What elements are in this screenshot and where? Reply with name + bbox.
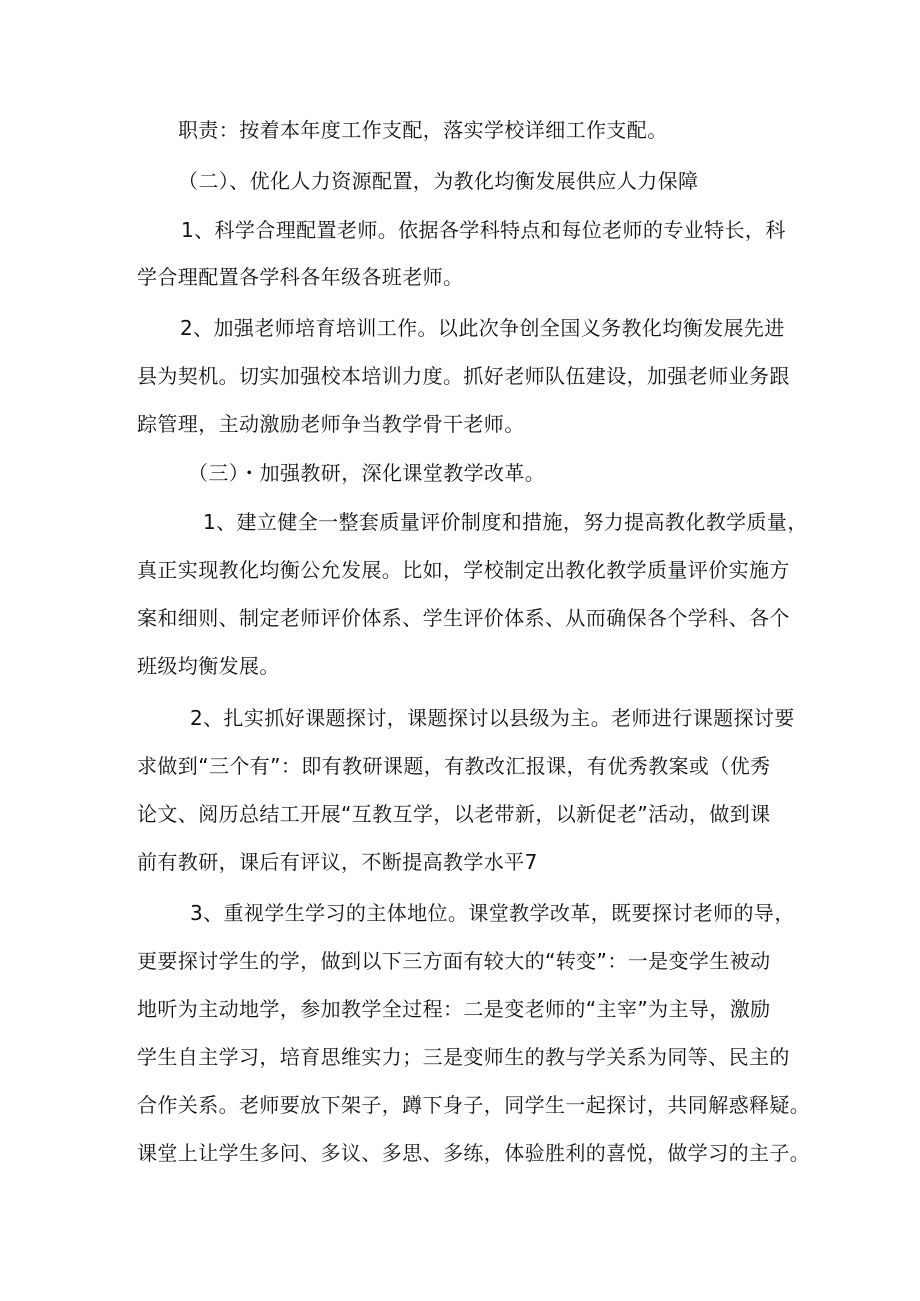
text-line: 1、建立健全一整套质量评价制度和措施，努力提高教化教学质量， <box>203 510 808 534</box>
text-line: 地听为主动地学，参加教学全过程：二是变老师的“主宰”为主导，激励 <box>137 997 771 1021</box>
text-line: 求做到“三个有”：即有教研课题，有教改汇报课，有优秀教案或（优秀 <box>137 754 771 778</box>
text-line: （二）、优化人力资源配置，为教化均衡发展供应人力保障 <box>178 169 699 193</box>
text-line: 课堂上让学生多问、多议、多思、多练，体验胜利的喜悦，做学习的主子。 <box>137 1141 811 1165</box>
text-line: 案和细则、制定老师评价体系、学生评价体系、从而确保各个学科、各个 <box>137 606 790 630</box>
text-line: 2、扎实抓好课题探讨，课题探讨以县级为主。老师进行课题探讨要 <box>190 706 795 730</box>
text-line: 县为契机。切实加强校本培训力度。抓好老师队伍建设，加强老师业务跟 <box>137 364 790 388</box>
text-line: 班级均衡发展。 <box>137 654 280 678</box>
text-line: 前有教研，课后有评议，不断提高教学水平7 <box>137 850 538 874</box>
text-line: 2、加强老师培育培训工作。以此次争创全国义务教化均衡发展先进 <box>180 316 785 340</box>
text-line: 学生自主学习，培育思维实力；三是变师生的教与学关系为同等、民主的 <box>137 1045 790 1069</box>
text-line: 更要探讨学生的学，做到以下三方面有较大的“转变”：一是变学生被动 <box>137 949 771 973</box>
text-line: 职责：按着本年度工作支配，落实学校详细工作支配。 <box>178 118 668 142</box>
text-line: 学合理配置各学科各年级各班老师。 <box>137 265 464 289</box>
text-line: 1、科学合理配置老师。依据各学科特点和每位老师的专业特长，科 <box>181 218 786 242</box>
text-line: 3、重视学生学习的主体地位。课堂教学改革，既要探讨老师的导， <box>190 901 795 925</box>
text-line: 真正实现教化均衡公允发展。比如，学校制定出教化教学质量评价实施方 <box>137 558 790 582</box>
text-line: 合作关系。老师要放下架子，蹲下身子，同学生一起探讨，共同解惑释疑。 <box>137 1093 811 1117</box>
text-line: 踪管理，主动激励老师争当教学骨干老师。 <box>137 412 525 436</box>
text-line: （三）・加强教研，深化课堂教学改革。 <box>188 461 546 485</box>
text-line: 论文、阅历总结工开展“互教互学，以老带新，以新促老”活动，做到课 <box>137 802 771 826</box>
